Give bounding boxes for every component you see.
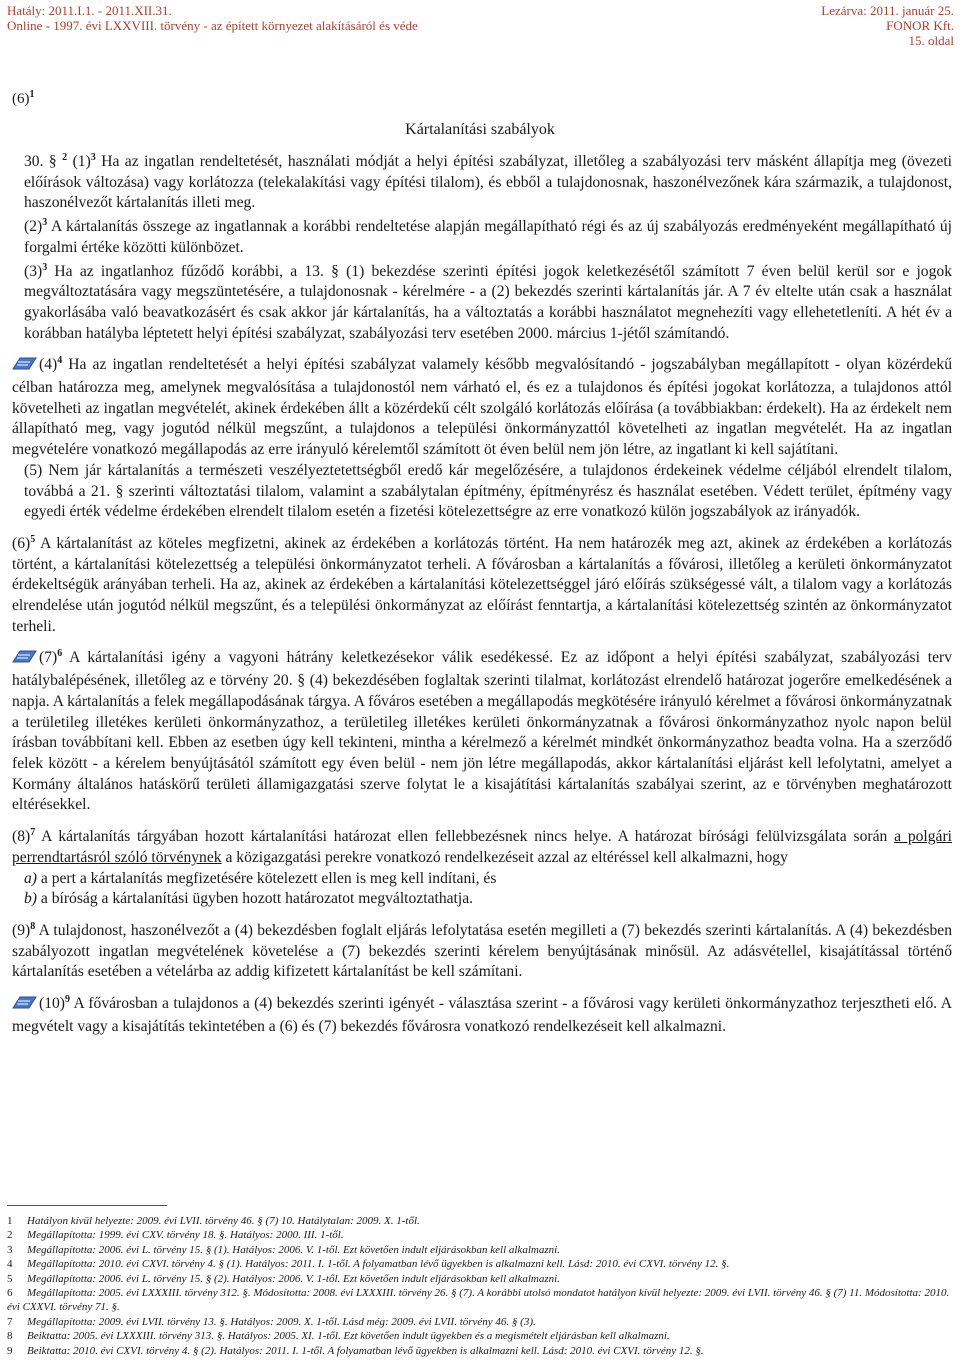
repealed-paragraph: $(6)^1$	[12, 89, 35, 107]
header-publisher: FONOR Kft.	[886, 18, 954, 33]
flag-icon[interactable]	[12, 649, 38, 671]
footnotes	[7, 1214, 953, 1358]
law-reference-link[interactable]: a polgári perrendtartásról szóló törvénynek	[12, 828, 952, 866]
paragraph-30-3: $(3)^3$ Ha az ingatlanhoz fűződő korábbi, a 13. § (1) bekezdése szerinti építési jogok keletkezésétől számított 7 éven belül kerül sor e jogok megváltoztatására vagy megszüntetésére, a tulajdonosnak - kérelmére - a (2) bekezdés szerinti kártalanítás jár. A 7 év eltelte után csak a használat gyakorlásába való beavatkozásért és csak akkor jár kártalanítás, ha a változtatás a korábbi használatot megnehezíti vagy ellehetetleníti. A hét év a korábban hatályba léptetett helyi építési szabályzat, szabályozási terv esetében 2000. március 1-jétől számítandó.	[24, 261, 952, 342]
paragraph-30-9: $(9)^8$ A tulajdonost, haszonélvezőt a (4) bekezdésben foglalt eljárás lefolytatása esetén megilleti a (7) bekezdés szerinti kártalanítás. A (4) bekezdésben szabályozott ingatlan megvételének követelése a (7) bekezdés szerinti kérelem benyújtásának minősül. Az adásvétellel, kisajátítással történő kártalanítás esetében a vételárba az addig kifizetett kártalanítást be kell számítani.	[12, 920, 952, 981]
list-item: b) a bíróság a kártalanítási ügyben hozott határozatot megváltoztathatja.	[24, 890, 474, 908]
paragraph-30-7: $(7)^6$ A kártalanítási igény a vagyoni hátrány keletkezésekor válik esedékessé. Ez az időpont a helyi építési szabályzat, szabályozási terv hatálybalépésének, illetőleg az e törvény 20. § (4) bekezdésében foglaltak szerinti tilalmat, korlátozást elrendelő határozat jogerőre emelkedésének a napja. A kártalanítás a felek megállapodásának tárgya. A főváros esetében a megállapodás megkötésére irányuló kérelmet a fővárosi önkormányzatnak a területileg illetékes kerületi önkormányzathoz, a területileg illetékes kerületi önkormányzatnak a fővárosi önkormányzathoz nyolc napon belül írásban továbbítani kell. Ebben az esetben úgy kell tekinteni, mintha a kérelmező a kérelmét mindkét önkormányzathoz beadta volna. Ha a szerződő felek között - a kérelem benyújtásától számított egy éven belül - nem jön létre megállapodás, akkor kártalanítási eljárást kell lefolytatni, amelyet a Kormány általános hatáskörű területi államigazgatási szerve folytat le a kisajátítási kártalanítás szabályai szerint, az e törvényben meghatározott eltérésekkel.	[12, 648, 952, 814]
footnote-item: 2 Megállapította: 1999. évi CXV. törvény 18. §. Hatályos: 2000. III. 1-től.	[7, 1229, 344, 1242]
header-page-number: 15. oldal	[908, 33, 954, 48]
header-right	[821, 3, 954, 48]
footnote-item: 1 Hatályon kívül helyezte: 2009. évi LVII. törvény 46. § (7) 10. Hatálytalan: 2009. X. 1-től.	[7, 1215, 420, 1227]
paragraph-30-5: (5) Nem jár kártalanítás a természeti veszélyeztetettségből eredő kár megelőzésére, a tulajdonos érdekeinek védelme céljából elrendelt tilalom, továbbá a 21. § szerinti változtatási tilalom, valamint a szabálytalan építmény, építményrész és használat esetében. Védett terület, építmény vagy egyedi érték védelme érdekében elrendelt tilalom esetén a fizetési kötelezettségre az erre vonatkozó külön jogszabályok az irányadók.	[24, 461, 952, 521]
footnote-ref[interactable]: 7	[30, 826, 36, 838]
footnote-ref[interactable]: 3	[90, 151, 96, 163]
paragraph-30-6: $(6)^5$ A kártalanítást az köteles megfizetni, akinek az érdekében a korlátozás történt. Ha nem határozék meg azt, akinek az érdekében a korlátozás történt, a kártalanítási kötelezettség a települési önkormányzatot terheli. A fővárosban a kártalanítás a fővárosi, illetőleg a kerületi önkormányzatot érdekeltségük arányában terheli. Ha az, akinek az érdekében a kártalanítási kötelezettséggel járó előírás szükségessé vált, a tilalom vagy a korlátozás elrendelése után jogutód nélkül megszűnt, és a települési önkormányzat az előírást fenntartja, a kártalanítási kötelezettség szintén az önkormányzatot terheli.	[12, 533, 952, 635]
footnote-ref[interactable]: 3	[42, 261, 48, 273]
footnote-item: 4 Megállapította: 2010. évi CXVI. törvény 4. § (1). Hatályos: 2011. I. 1-től. A folyamatban lévő ügyekben is alkalmazni kell. Lásd: 2010. évi CXVI. törvény 12. §.	[7, 1258, 730, 1271]
flag-icon[interactable]	[12, 356, 38, 378]
footnote-item: 8 Beiktatta: 2005. évi LXXXIII. törvény 313. §. Hatályos: 2005. XI. 1-től. Ezt követően indult ügyekben és a megismételt eljárásban kell alkalmazni.	[7, 1330, 670, 1343]
paragraph-30-2: $(2)^3$ A kártalanítás összege az ingatlannak a korábbi rendeltetése alapján megállapítható régi és az új szabályozás eredményeként megállapítható új forgalmi értéke közötti különbözet.	[24, 216, 952, 256]
footnote-ref[interactable]: 9	[64, 993, 70, 1005]
header-validity: Hatály: 2011.I.1. - 2011.XII.31.	[7, 3, 172, 18]
footnote-ref[interactable]: 3	[42, 216, 48, 228]
footnote-ref[interactable]: 2	[62, 151, 68, 163]
paragraph-30-8: $(8)^7$ A kártalanítás tárgyában hozott kártalanítási határozat ellen fellebbezésnek nincs helye. A határozat bírósági felülvizsgálata során a polgári perrendtartásról szóló törvénynek a közigazgatási perekre vonatkozó rendelkezéseit azzal az eltéréssel kell alkalmazni, hogy	[12, 826, 952, 866]
footnote-item: 5 Megállapította: 2006. évi L. törvény 15. § (2). Hatályos: 2006. V. 1-től. Ezt követően indult eljárásokban kell alkalmazni.	[7, 1272, 560, 1285]
footnote-item: 9 Beiktatta: 2010. évi CXVI. törvény 4. § (2). Hatályos: 2011. I. 1-től. A folyamatban lévő ügyekben is alkalmazni kell. Lásd: 2010. évi CXVI. törvény 12. §.	[7, 1344, 704, 1357]
section-title: Kártalanítási szabályok	[405, 121, 555, 138]
law-body	[12, 152, 952, 1037]
header-law-title: Online - 1997. évi LXXVIII. törvény - az épített környezet alakításáról és véde	[7, 18, 418, 33]
footnote-ref[interactable]: 1	[29, 89, 35, 100]
paragraph-30-1: 30. § $^2$ $(1)^3$ Ha az ingatlan rendeltetését, használati módját a helyi építési szabályzat, illetőleg a szabályozási terv másként állapítja meg (övezeti előírások változása) vagy korlátozza (telekalakítási vagy építési tilalom), és ebből a tulajdonosnak, haszonélvezőnek kára származik, a tulajdonost, haszonélvezőt kártalanítás illeti meg.	[24, 151, 952, 212]
footnote-item: 3 Megállapította: 2006. évi L. törvény 15. § (1). Hatályos: 2006. V. 1-től. Ezt követően indult eljárásokban kell alkalmazni.	[7, 1243, 560, 1256]
list-item: a) a pert a kártalanítás megfizetésére kötelezett ellen is meg kell indítani, és	[24, 869, 497, 887]
footnote-item: 7 Megállapította: 2009. évi LVII. törvény 13. §. Hatályos: 2009. X. 1-től. Lásd még: 2009. évi LVII. törvény 46. § (3).	[7, 1315, 536, 1328]
paragraph-30-10: $(10)^9$ A fővárosban a tulajdonos a (4) bekezdés szerinti igényét - választása szerint - a fővárosi vagy kerületi önkormányzathoz terjesztheti elő. A megvételt vagy a kisajátítás tekintetében a (6) és (7) bekezdés fővárosra vonatkozó rendelkezéseit kell alkalmazni.	[12, 993, 952, 1035]
flag-icon[interactable]	[12, 995, 38, 1017]
footnote-divider	[7, 1205, 167, 1206]
footnote-ref[interactable]: 5	[30, 533, 36, 545]
header-left	[7, 3, 418, 33]
footnote-ref[interactable]: 8	[30, 920, 36, 932]
footnote-ref[interactable]: 4	[57, 355, 63, 367]
header-closed-date: Lezárva: 2011. január 25.	[821, 3, 954, 18]
footnote-item: 6 Megállapította: 2005. évi LXXXIII. törvény 312. §. Módosította: 2008. évi LXXXIII. törvény 26. § (7). A korábbi utolsó mondatot hatályon kívül helyezte: 2009. évi LVII. törvény 46. § (7) 11. Módosította: 2010. évi CXXVI. törvény 71. §.	[7, 1287, 950, 1314]
paragraph-30-4: $(4)^4$ Ha az ingatlan rendeltetését a helyi építési szabályzat valamely később megvalósítandó - jogszabályban megállapított - olyan közérdekű célban határozza meg, amelynek megvalósítása a tulajdonostól nem várható el, és ez a tulajdonos és építési jogokat korlátozza, a tulajdonos attól követelheti az ingatlan megvételét, akinek érdekében állt a közérdekű célt szolgáló korlátozás előírása (a továbbiakban: érdekelt). Ha az érdekelt nem állapítható meg, vagy jogutód nélkül megszűnt, a tulajdonos a települési önkormányzattól követelheti az ingatlan megvételét. Ha az ingatlan megvételére vonatkozó megállapodás az erre irányuló kérelemtől számított öt éven belül nem jön létre, az ingatlant ki kell sajátítani.	[12, 355, 952, 459]
footnote-ref[interactable]: 6	[57, 648, 63, 660]
